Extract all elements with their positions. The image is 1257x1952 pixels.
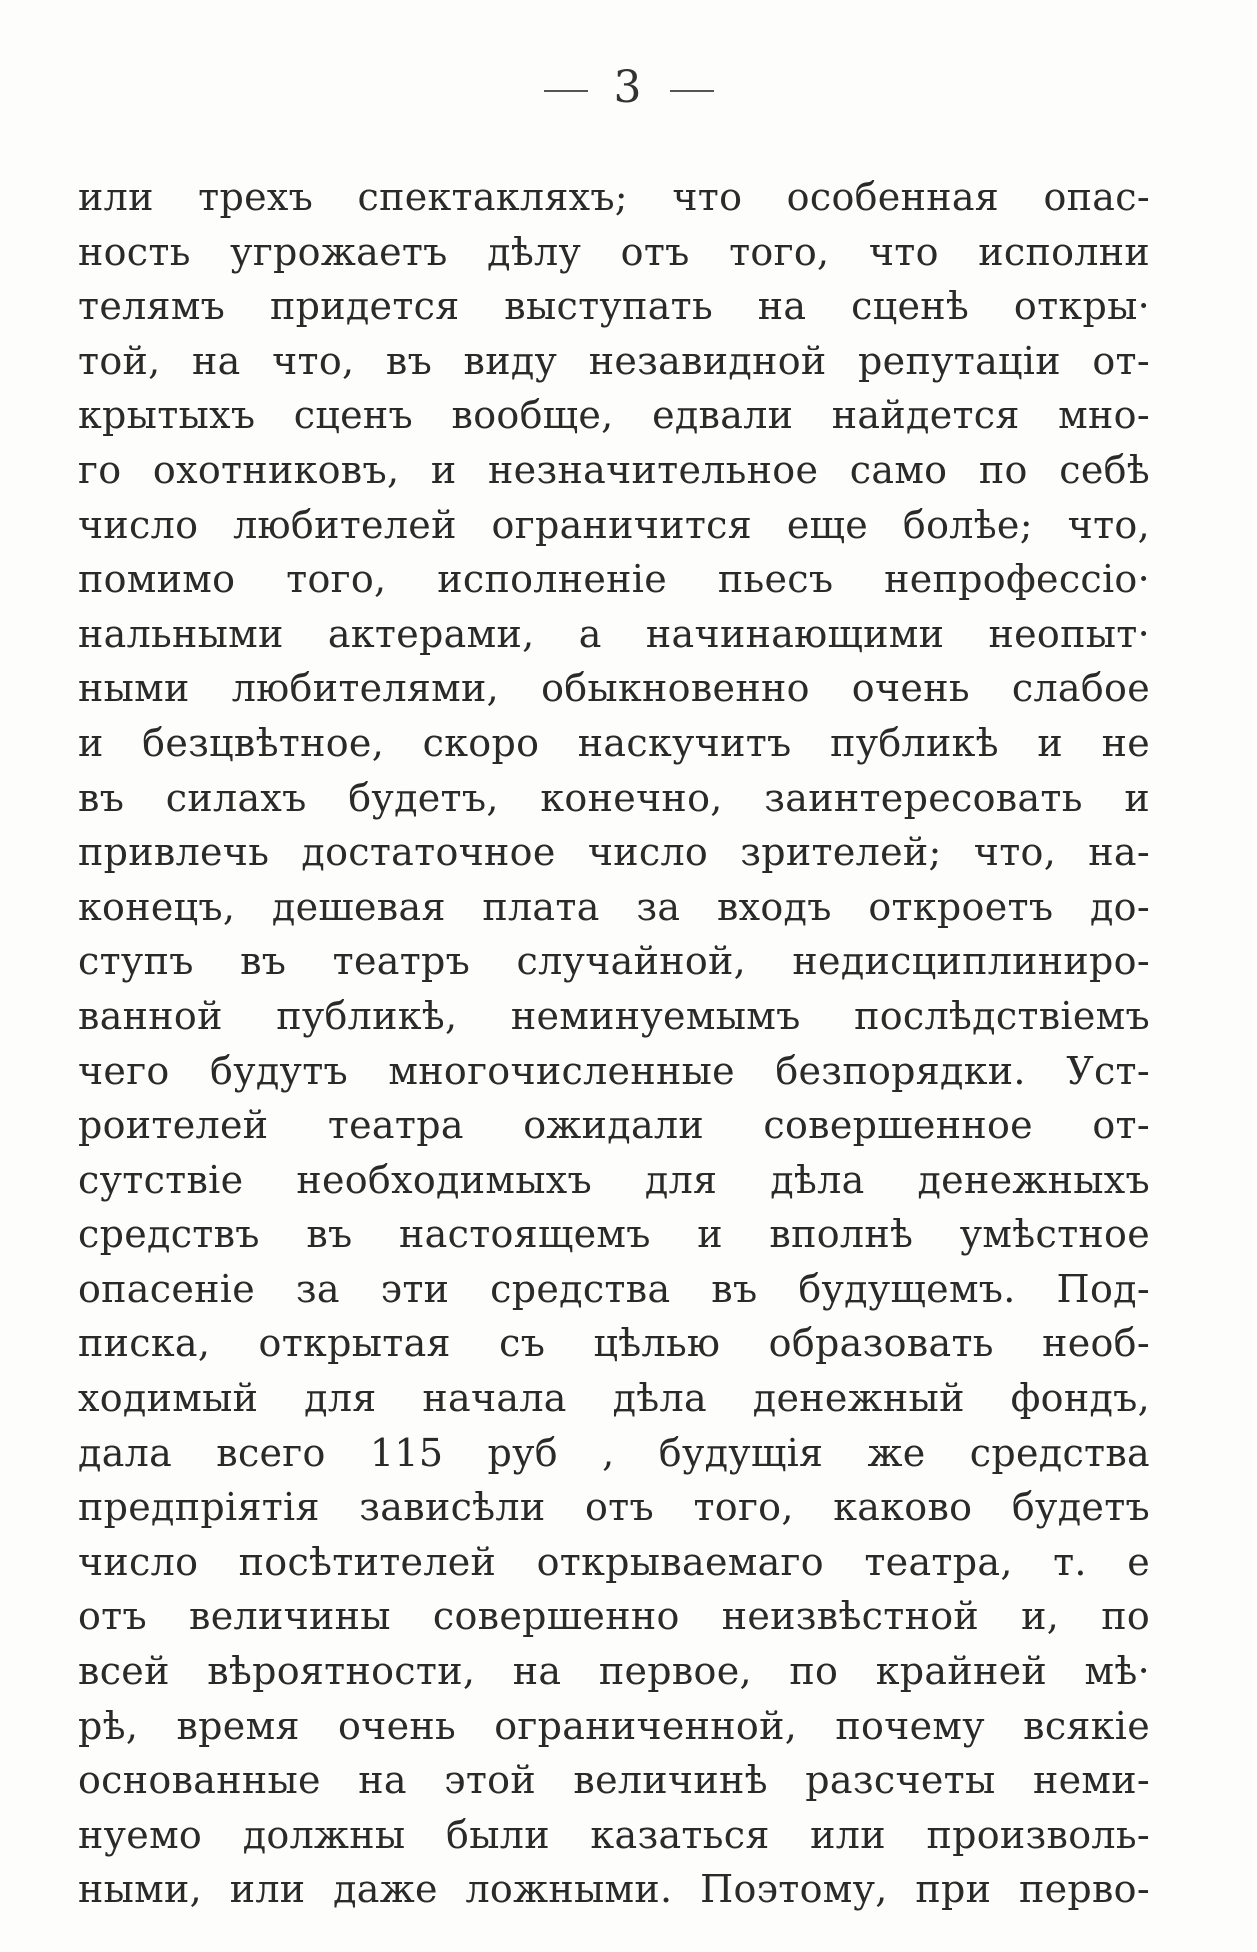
text-line: въ силахъ будетъ, конечно, заинтересовать и: [78, 775, 1150, 820]
text-line: привлечь достаточное число зрителей; что, на-: [78, 830, 1150, 875]
text-line: ванной публикѣ, неминуемымъ послѣдствіемъ: [78, 993, 1150, 1038]
text-line: чего будутъ многочисленные безпорядки. Уст-: [78, 1048, 1150, 1093]
text-line: опасеніе за эти средства въ будущемъ. Под-: [78, 1266, 1150, 1311]
body-text: [78, 170, 1150, 1917]
text-line: средствъ въ настоящемъ и вполнѣ умѣстное: [78, 1212, 1150, 1257]
text-line: число любителей ограничится еще болѣе; что,: [78, 502, 1150, 547]
text-line: всей вѣроятности, на первое, по крайней мѣ·: [78, 1649, 1150, 1694]
text-line: конецъ, дешевая плата за входъ откроетъ до-: [78, 884, 1150, 929]
text-line: роителей театра ожидали совершенное от-: [78, 1103, 1150, 1148]
text-line: ступъ въ театръ случайной, недисциплиниро-: [78, 939, 1150, 984]
left-dash-ornament: [544, 90, 588, 92]
page-number: 3: [613, 62, 644, 113]
text-line: рѣ, время очень ограниченной, почему всякіе: [78, 1703, 1150, 1748]
text-line: той, на что, въ виду незавидной репутаціи от-: [78, 338, 1150, 383]
text-line: или трехъ спектакляхъ; что особенная опас-: [78, 175, 1150, 219]
text-line: го охотниковъ, и незначительное само по себѣ: [78, 447, 1150, 492]
text-line: помимо того, исполненіе пьесъ непрофессіо·: [78, 557, 1150, 602]
text-line: телямъ придется выступать на сценѣ откры·: [78, 284, 1150, 329]
text-line: ность угрожаетъ дѣлу отъ того, что исполни: [78, 229, 1150, 274]
text-line: отъ величины совершенно неизвѣстной и, по: [78, 1594, 1150, 1639]
text-line: нуемо должны были казаться или произволь-: [78, 1812, 1150, 1857]
text-line: сутствіе необходимыхъ для дѣла денежныхъ: [78, 1157, 1150, 1202]
text-line: нальными актерами, а начинающими неопыт·: [78, 611, 1150, 656]
text-line: число посѣтителей открываемаго театра, т. е: [78, 1539, 1150, 1584]
right-dash-ornament: [670, 90, 714, 92]
text-line: дала всего 115 руб , будущія же средства: [78, 1430, 1150, 1475]
text-line: ными любителями, обыкновенно очень слабое: [78, 666, 1150, 711]
text-line: крытыхъ сценъ вообще, едвали найдется мно-: [78, 393, 1150, 438]
text-line: ходимый для начала дѣла денежный фондъ,: [78, 1376, 1150, 1421]
text-line: писка, открытая съ цѣлью образовать необ-: [78, 1321, 1150, 1366]
page-number-header: [0, 58, 1257, 118]
text-line: основанные на этой величинѣ разсчеты неми-: [78, 1758, 1150, 1803]
text-line: предпріятія зависѣли отъ того, каково будетъ: [78, 1485, 1150, 1530]
text-line: и безцвѣтное, скоро наскучитъ публикѣ и не: [78, 720, 1150, 765]
text-line: ными, или даже ложными. Поэтому, при перво-: [78, 1867, 1150, 1912]
